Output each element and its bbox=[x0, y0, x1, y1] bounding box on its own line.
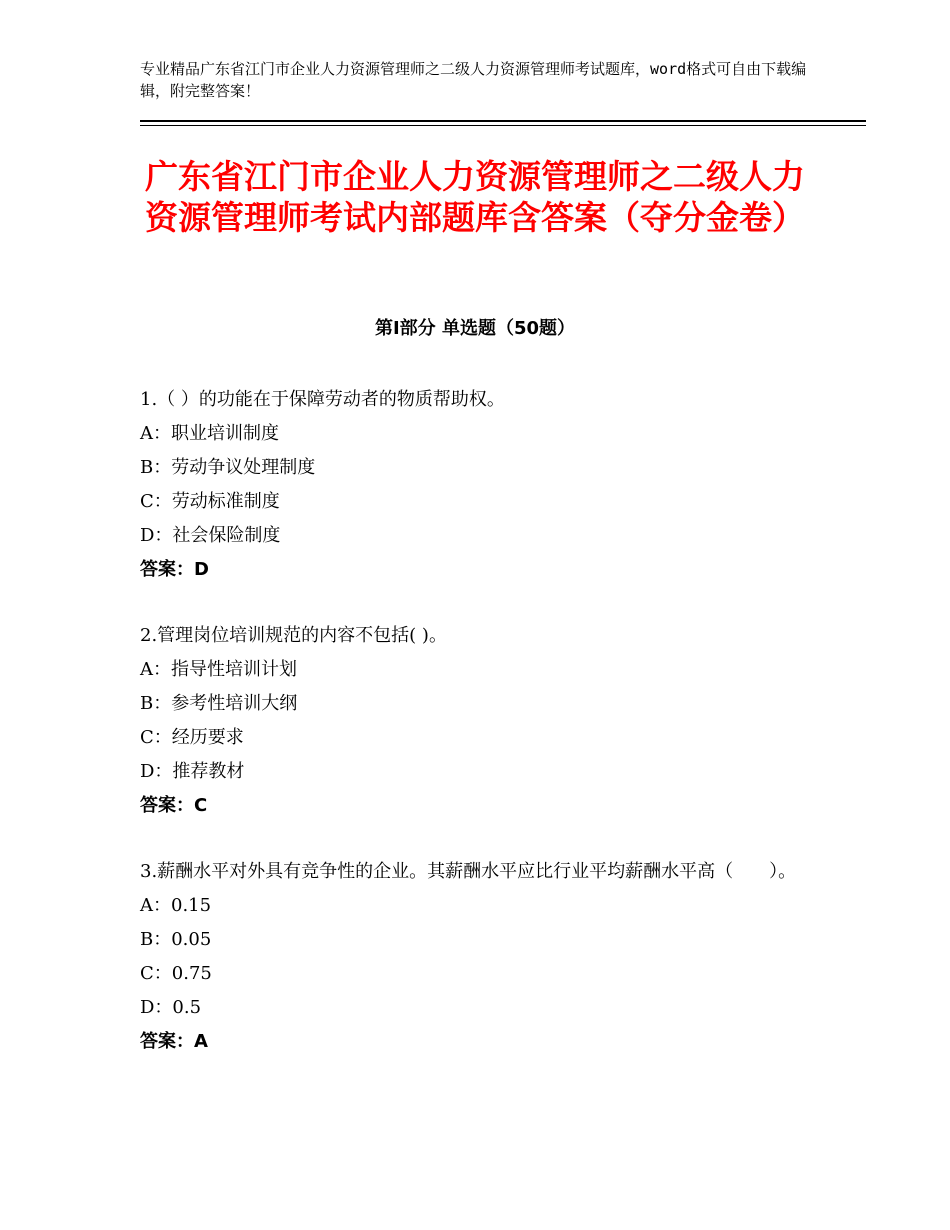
option-b: B：劳动争议处理制度 bbox=[140, 457, 316, 478]
option-c: C：经历要求 bbox=[140, 727, 244, 748]
question-list bbox=[140, 383, 820, 1091]
question-3 bbox=[140, 855, 820, 1059]
header-divider-thick bbox=[140, 120, 866, 122]
option-b: B：参考性培训大纲 bbox=[140, 693, 298, 714]
question-1 bbox=[140, 383, 820, 587]
option-a: A：职业培训制度 bbox=[140, 423, 279, 444]
question-2 bbox=[140, 619, 820, 823]
option-d: D：0.5 bbox=[140, 997, 202, 1018]
question-stem: 2.管理岗位培训规范的内容不包括( )。 bbox=[140, 625, 447, 646]
header-note: 专业精品广东省江门市企业人力资源管理师之二级人力资源管理师考试题库，word格式可自由下载编辑，附完整答案！ bbox=[140, 60, 807, 100]
question-stem: 3.薪酬水平对外具有竞争性的企业。其薪酬水平应比行业平均薪酬水平高（ ）。 bbox=[140, 861, 797, 882]
option-c: C：0.75 bbox=[140, 963, 212, 984]
answer-key: 答案：A bbox=[140, 1031, 208, 1052]
answer-key: 答案：C bbox=[140, 795, 208, 816]
answer-key: 答案：D bbox=[140, 559, 209, 580]
document-title: 广东省江门市企业人力资源管理师之二级人力资源管理师考试内部题库含答案（夺分金卷） bbox=[145, 157, 805, 237]
option-c: C：劳动标准制度 bbox=[140, 491, 280, 512]
option-b: B：0.05 bbox=[140, 929, 212, 950]
option-a: A：0.15 bbox=[140, 895, 212, 916]
option-d: D：推荐教材 bbox=[140, 761, 245, 782]
section-heading: 第Ⅰ部分 单选题（50题） bbox=[374, 318, 575, 339]
option-a: A：指导性培训计划 bbox=[140, 659, 297, 680]
option-d: D：社会保险制度 bbox=[140, 525, 281, 546]
header-divider-thin bbox=[140, 125, 866, 126]
question-stem: 1.（ ）的功能在于保障劳动者的物质帮助权。 bbox=[140, 389, 505, 410]
